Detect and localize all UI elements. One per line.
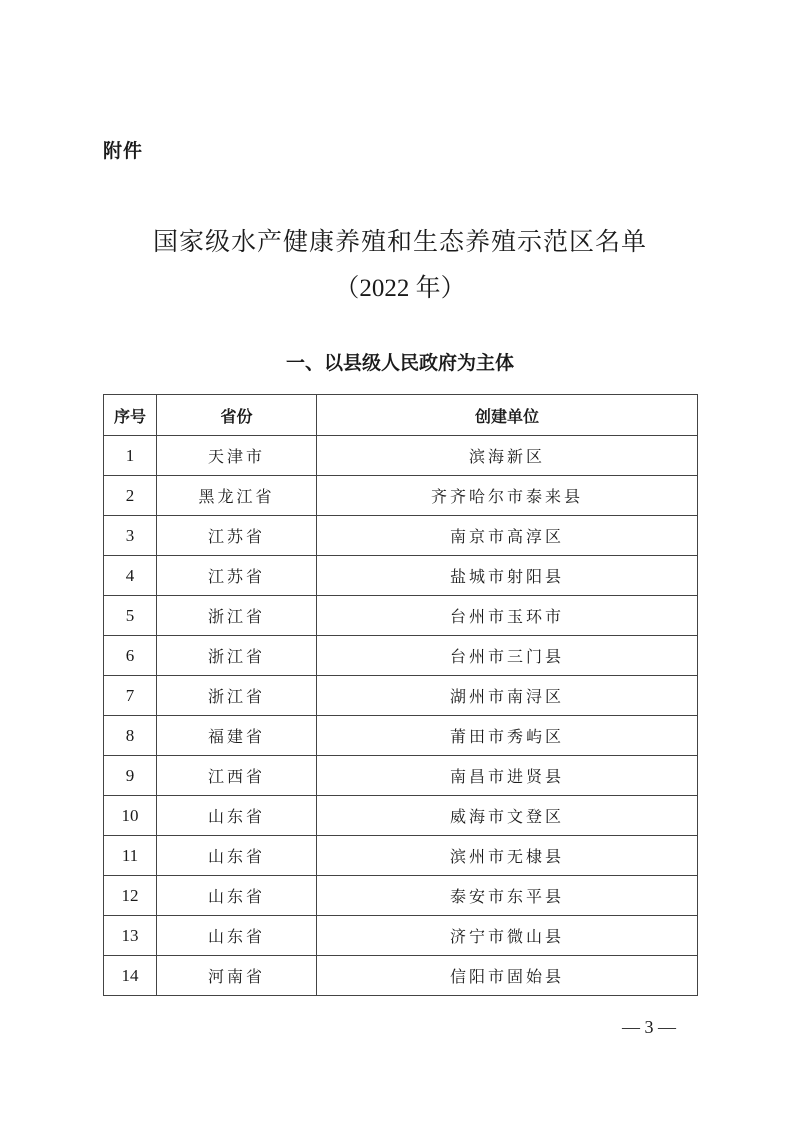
cell-province: 福建省: [157, 716, 317, 756]
cell-serial: 1: [104, 436, 157, 476]
table-row: [104, 716, 698, 756]
cell-province: 浙江省: [157, 636, 317, 676]
table-row: [104, 916, 698, 956]
cell-serial: 8: [104, 716, 157, 756]
document-subtitle: （2022 年）: [334, 275, 466, 302]
cell-province: 浙江省: [157, 596, 317, 636]
cell-province: 山东省: [157, 796, 317, 836]
cell-unit: 威海市文登区: [317, 796, 698, 836]
table-body: [104, 436, 698, 996]
cell-province: 河南省: [157, 956, 317, 996]
document-title: 国家级水产健康养殖和生态养殖示范区名单: [152, 227, 647, 256]
cell-serial: 14: [104, 956, 157, 996]
cell-unit: 齐齐哈尔市泰来县: [317, 476, 698, 516]
cell-province: 浙江省: [157, 676, 317, 716]
demo-zone-table: [103, 394, 698, 996]
cell-unit: 台州市三门县: [317, 636, 698, 676]
cell-unit: 南京市高淳区: [317, 516, 698, 556]
table-header-row: [104, 395, 698, 436]
cell-serial: 4: [104, 556, 157, 596]
cell-unit: 湖州市南浔区: [317, 676, 698, 716]
cell-province: 黑龙江省: [157, 476, 317, 516]
cell-unit: 滨海新区: [317, 436, 698, 476]
cell-province: 山东省: [157, 876, 317, 916]
section-heading: 一、以县级人民政府为主体: [285, 352, 514, 374]
table-row: [104, 796, 698, 836]
header-serial: 序号: [104, 395, 157, 436]
cell-unit: 台州市玉环市: [317, 596, 698, 636]
cell-serial: 5: [104, 596, 157, 636]
cell-serial: 10: [104, 796, 157, 836]
table-row: [104, 836, 698, 876]
cell-province: 山东省: [157, 836, 317, 876]
table-row: [104, 436, 698, 476]
cell-province: 江西省: [157, 756, 317, 796]
cell-province: 江苏省: [157, 516, 317, 556]
cell-unit: 泰安市东平县: [317, 876, 698, 916]
cell-serial: 9: [104, 756, 157, 796]
cell-province: 山东省: [157, 916, 317, 956]
table-row: [104, 556, 698, 596]
table-row: [104, 876, 698, 916]
cell-serial: 11: [104, 836, 157, 876]
cell-serial: 2: [104, 476, 157, 516]
cell-serial: 13: [104, 916, 157, 956]
cell-serial: 3: [104, 516, 157, 556]
table-row: [104, 676, 698, 716]
table-row: [104, 756, 698, 796]
cell-unit: 莆田市秀屿区: [317, 716, 698, 756]
cell-unit: 盐城市射阳县: [317, 556, 698, 596]
page-number: — 3 —: [622, 1017, 676, 1037]
cell-serial: 6: [104, 636, 157, 676]
cell-province: 天津市: [157, 436, 317, 476]
cell-unit: 信阳市固始县: [317, 956, 698, 996]
header-province: 省份: [157, 395, 317, 436]
header-unit: 创建单位: [317, 395, 698, 436]
cell-serial: 12: [104, 876, 157, 916]
table-row: [104, 636, 698, 676]
cell-unit: 济宁市微山县: [317, 916, 698, 956]
table-row: [104, 516, 698, 556]
table-row: [104, 476, 698, 516]
cell-unit: 滨州市无棣县: [317, 836, 698, 876]
table-row: [104, 956, 698, 996]
cell-unit: 南昌市进贤县: [317, 756, 698, 796]
cell-serial: 7: [104, 676, 157, 716]
attachment-label: 附件: [103, 140, 144, 162]
table-row: [104, 596, 698, 636]
cell-province: 江苏省: [157, 556, 317, 596]
